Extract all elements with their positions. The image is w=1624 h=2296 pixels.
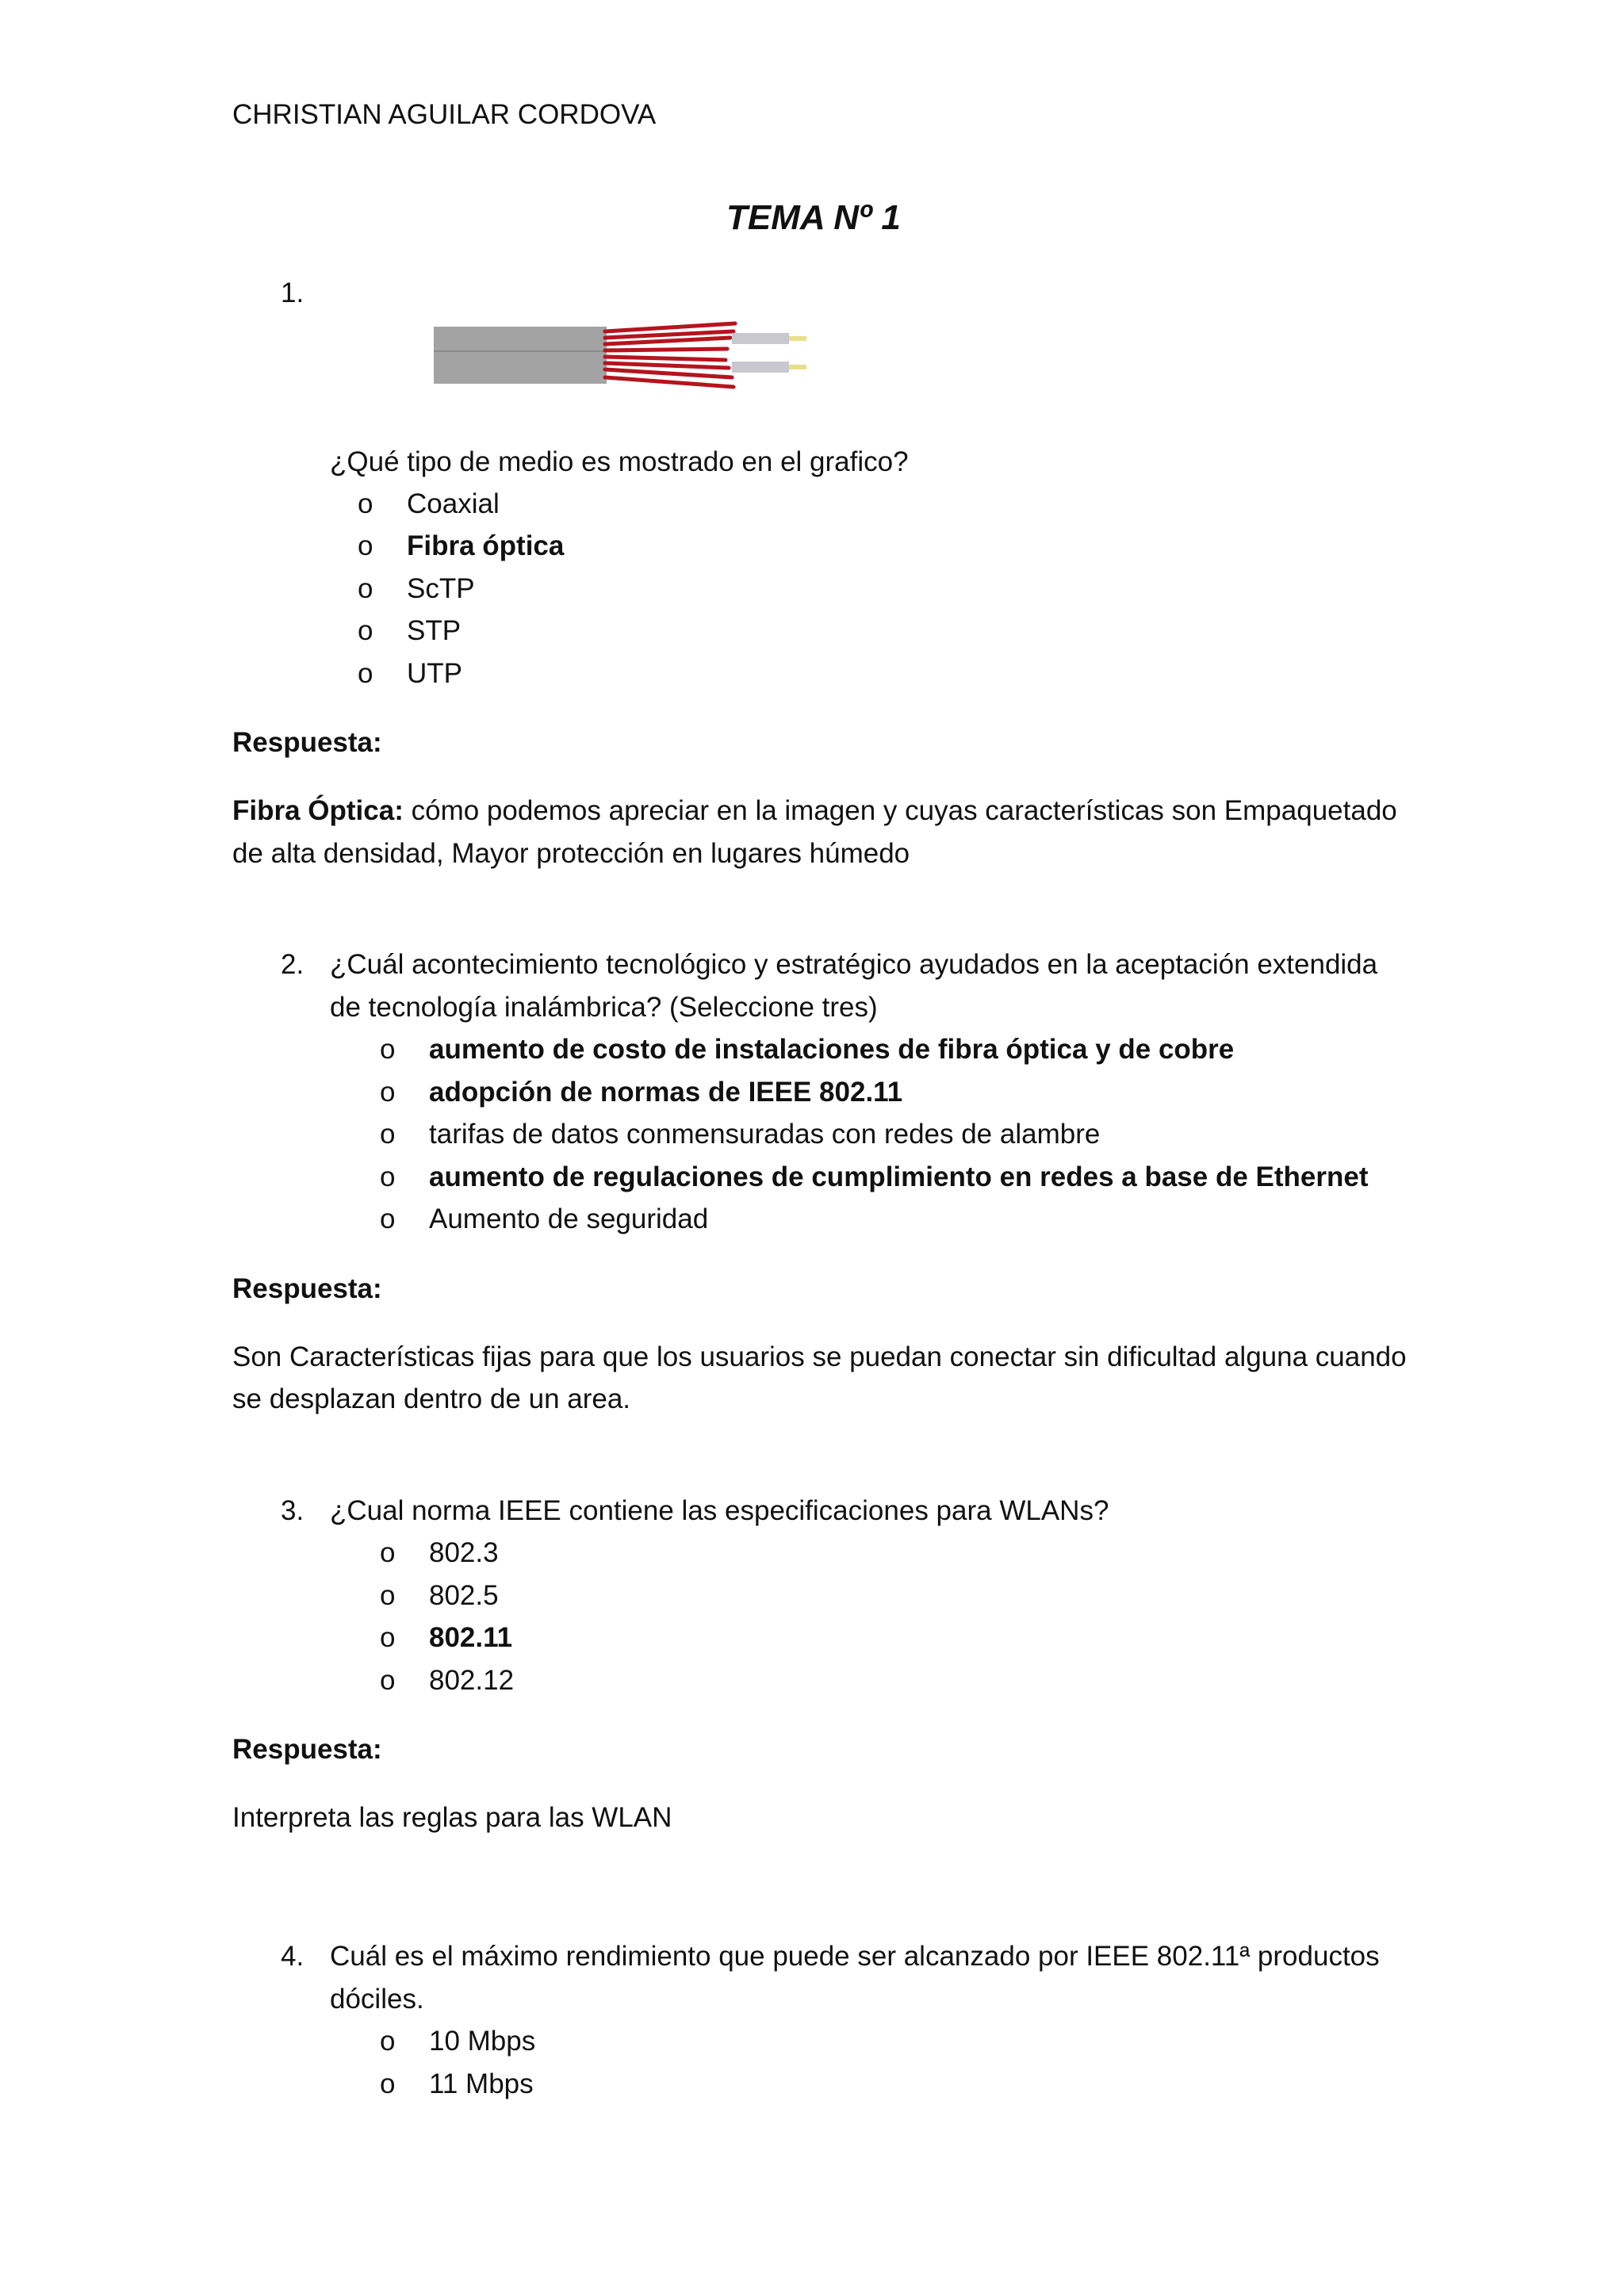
q1-number: 1.: [281, 277, 304, 308]
q2-answer-line: se desplazan dentro de un area.: [232, 1383, 631, 1414]
strand-tip-top: [789, 336, 806, 341]
q2-number: 2.: [281, 949, 304, 980]
fiber-strands: [605, 323, 735, 387]
fiber-cable-image: [432, 316, 821, 395]
q2-question: ¿Cuál acontecimiento tecnológico y estratégico ayudados en la aceptación extendida: [330, 949, 1378, 980]
q2-answer-line: Son Características fijas para que los usuarios se puedan conectar sin dificultad alguna cuando: [232, 1341, 1407, 1372]
author-header: CHRISTIAN AGUILAR CORDOVA: [232, 99, 657, 130]
q2-question: de tecnología inalámbrica? (Seleccione tres): [330, 992, 878, 1023]
q4-number: 4.: [281, 1941, 304, 1972]
q2-answer-label: Respuesta:: [232, 1273, 382, 1304]
page-title: TEMA Nº 1: [726, 198, 901, 237]
q3-question: ¿Cual norma IEEE contiene las especificaciones para WLANs?: [330, 1495, 1109, 1526]
q4-question: Cuál es el máximo rendimiento que puede ser alcanzado por IEEE 802.11ª productos: [330, 1941, 1380, 1972]
cable-jacket-top: [434, 327, 607, 350]
cable-jacket-bottom: [434, 352, 607, 384]
q1-answer-line: de alta densidad, Mayor protección en lugares húmedo: [232, 838, 910, 869]
q1-question: ¿Qué tipo de medio es mostrado en el grafico?: [330, 446, 909, 477]
strand-tip-bottom: [789, 365, 806, 369]
q1-answer-label: Respuesta:: [232, 727, 382, 758]
q4-question: dóciles.: [330, 1984, 424, 2015]
q3-answer-label: Respuesta:: [232, 1734, 382, 1765]
q3-number: 3.: [281, 1495, 304, 1526]
inner-strand-bottom: [732, 362, 789, 373]
q3-answer-line: Interpreta las reglas para las WLAN: [232, 1802, 672, 1833]
inner-strand-top: [732, 333, 789, 344]
q1-answer-line: Fibra Óptica: cómo podemos apreciar en la imagen y cuyas características son Empaquetado: [232, 795, 1397, 826]
